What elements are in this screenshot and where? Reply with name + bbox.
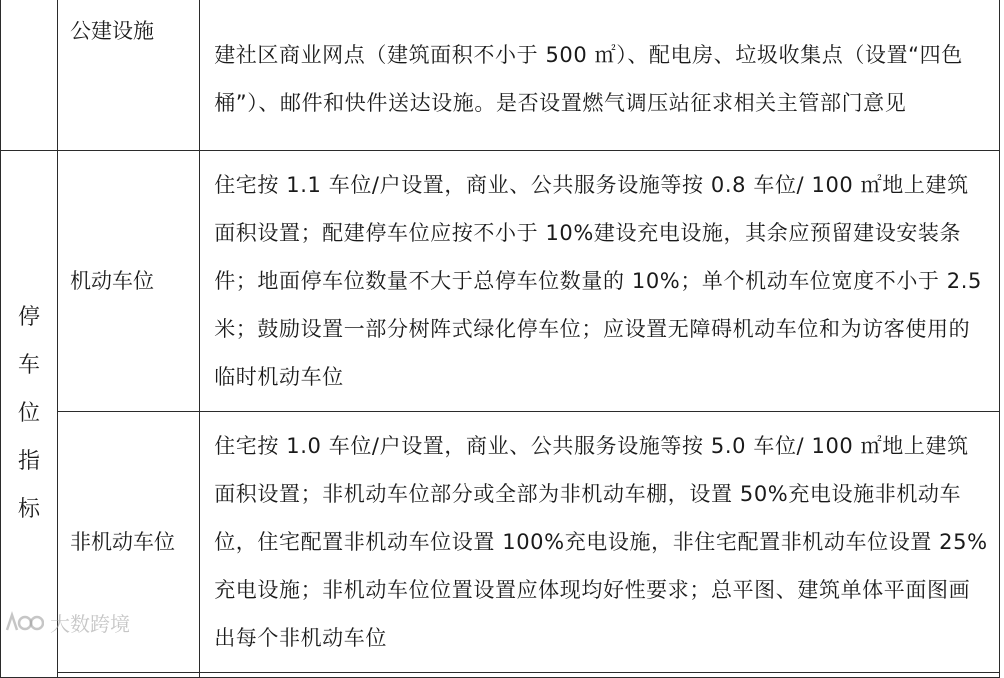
table-row-public-facilities [1, 0, 1000, 150]
item-name-public-facilities: 公建设施 [70, 19, 155, 43]
watermark-text: 大数跨境 [50, 612, 130, 636]
item-name-cell [58, 411, 200, 672]
item-desc-nonmotor-parking: 住宅按 1.0 车位/户设置，商业、公共服务设施等按 5.0 车位/ 100 ㎡地上建筑面积设置；非机动车位部分或全部为非机动车棚，设置 50%充电设施非机动车位，住宅配置非机动车位设置 100%充电设施，非住宅配置非机动车位设置 25%充电设施；非机动车位位置设置应体现均好性要求；总平图、建筑单体平面图画出每个非机动车位 [214, 433, 988, 650]
item-name-cell [58, 150, 200, 411]
category-cell-parking [1, 150, 58, 677]
table-row-continuation [1, 672, 1000, 677]
table-row-motor-parking [1, 150, 1000, 411]
continuation-cell [200, 672, 1000, 677]
item-name-cell [58, 0, 200, 150]
table-row-nonmotor-parking [1, 411, 1000, 672]
item-desc-cell [200, 411, 1000, 672]
item-desc-public-facilities: 建社区商业网点（建筑面积不小于 500 ㎡）、配电房、垃圾收集点（设置“四色桶”）、邮件和快件送达设施。是否设置燃气调压站征求相关主管部门意见 [214, 42, 963, 115]
item-desc-cell [200, 150, 1000, 411]
continuation-cell [58, 672, 200, 677]
item-desc-motor-parking: 住宅按 1.1 车位/户设置，商业、公共服务设施等按 0.8 车位/ 100 ㎡地上建筑面积设置；配建停车位应按不小于 10%建设充电设施，其余应预留建设安装条件；地面停车位数量不大于总停车位数量的 10%；单个机动车位宽度不小于 2.5 米；鼓励设置一部分树阵式绿化停车位；应设置无障碍机动车位和为访客使用的临时机动车位 [214, 172, 983, 389]
item-desc-cell [200, 0, 1000, 150]
category-label-parking: 停车位指标 [18, 304, 41, 522]
category-cell-empty [1, 0, 58, 150]
item-name-motor-parking: 机动车位 [70, 268, 155, 293]
item-name-nonmotor-parking: 非机动车位 [70, 529, 176, 554]
